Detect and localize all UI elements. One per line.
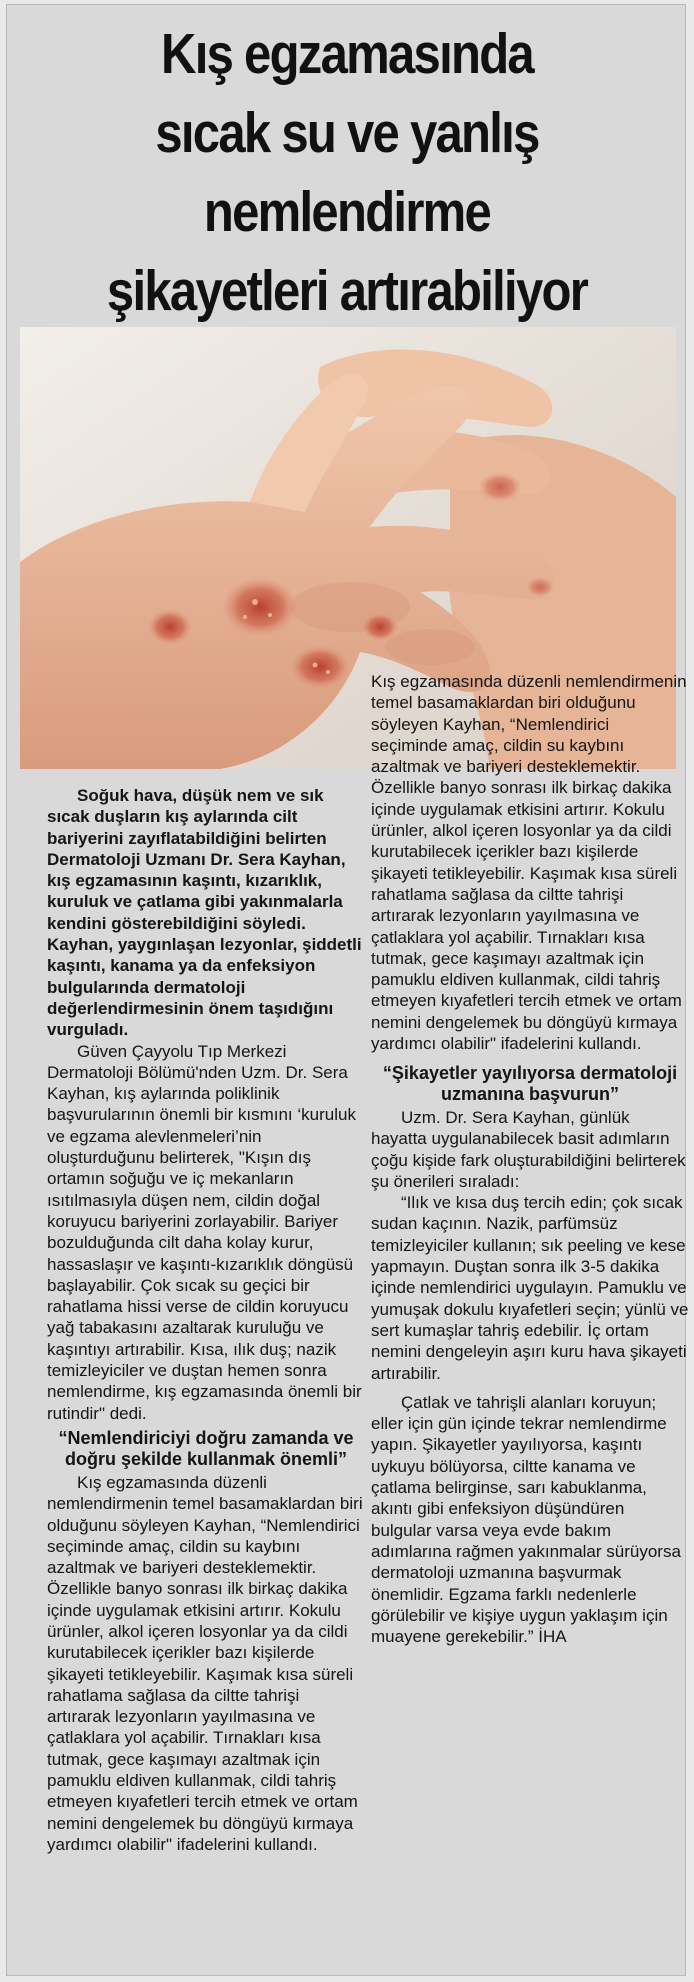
headline-line-3: nemlendirme [203,180,491,244]
body-paragraph-5: Çatlak ve tahrişli alanları koruyun; eller için gün içinde tekrar nemlendirme yapın. Şikayetler yayılıyorsa, kaşıntı uykuyu bölüyorsa, ciltte kanama ve çatlama belirginse, sarı kabuklanma, akıntı gibi enfeksiyon düşündüren bulgular varsa veya evde bakım adımlarına rağmen yakınmalar sürüyorsa dermatoloji uzmanına başvurmak önemlidir. Egzama farklı nedenlerle görülebilir ve kişiye uygun yaklaşım için muayene gerekebilir.” İHA [371,1392,681,1647]
headline-line-1: Kış egzamasında [161,22,533,86]
lead-paragraph: Soğuk hava, düşük nem ve sık sıcak duşların kış aylarında cilt bariyerini zayıflatabildiğini belirten Dermatoloji Uzmanı Dr. Sera Kayhan, kış egzamasının kaşıntı, kızarıklık, kuruluk ve çatlama gibi yakınmalarla kendini gösterebildiğini söyledi. Kayhan, yaygınlaşan lezyonlar, şiddetli kaşıntı, kanama ya da enfeksiyon bulgularında dermatoloji değerlendirmesinin önem taşıdığını vurguladı. [47,786,362,1040]
body-paragraph-4: “Ilık ve kısa duş tercih edin; çok sıcak sudan kaçının. Nazik, parfümsüz temizleyiciler kullanın; sık peeling ve kese yapmayın. Duştan sonra ilk 3-5 dakika içinde nemlendirici uygulayın. Pamuklu ve yumuşak dokulu kıyafetleri seçin; yünlü ve sert kumaşlar tahriş edebilir. İç ortam nemini dengeleyin aşırı kuru hava şikayeti artırabilir. [371,1193,689,1383]
body-paragraph-3: Uzm. Dr. Sera Kayhan, günlük hayatta uygulanabilecek basit adımların çoğu kişide fark oluşturabildiğini belirterek şu önerileri sıraladı: [371,1108,686,1191]
headline-line-4: şikayetleri artırabiliyor [106,259,588,323]
body-paragraph-2-continued [371,672,689,1059]
subhead-dermatology: “Şikayetler yayılıyorsa dermatoloji uzmanına başvurun” [382,1063,678,1104]
body-paragraph-2-overflow: Kış egzamasında düzenli nemlendirmenin temel basamaklardan biri olduğunu söyleyen Kayhan, “Nemlendirici seçiminde amaç, cildin su kaybını azaltmak ve bariyeri desteklemektir. Özellikle banyo sonrası ilk birkaç dakika içinde uygulamak etkisini artırır. Kokulu ürünler, alkol içeren losyonlar ya da cildi kurutabilecek içerikler bazı kişilerde şikayeti tetikleyebilir. Kaşımak kısa süreli rahatlama sağlasa da ciltte tahrişi artırarak lezyonların yayılmasına ve çatlaklara yol açabilir. Tırnakları kısa tutmak, gece kaşımayı azaltmak için pamuklu eldiven kullanmak, cildi tahriş etmeyen kıyafetleri tercih etmek ve ortam nemini dengelemek bu döngüyü kırmaya yardımcı olabilir" ifadelerini kullandı. [371,672,687,1054]
headline-line-2: sıcak su ve yanlış [155,101,539,165]
paragraph-gap [371,1384,689,1392]
body-paragraph-1: Güven Çayyolu Tıp Merkezi Dermatoloji Bölümü'nden Uzm. Dr. Sera Kayhan, kış aylarında poliklinik başvurularının önemli bir kısmını ‘kuruluk ve egzama alevlenmeleri’nin oluşturduğunu belirterek, "Kışın dış ortamın soğuğu ve iç mekanların ısıtılmasıyla düşen nem, cildin doğal koruyucu bariyerini zorlayabilir. Bariyer bozulduğunda cilt daha kolay kurur, hassaslaşır ve kaşıntı-kızarıklık döngüsü başlayabilir. Çok sıcak su geçici bir rahatlama hissi verse de cildin koruyucu yağ tabakasını azaltarak kuruluğu ve kaşıntıyı artırabilir. Kısa, ılık duş; nazik temizleyiciler ve duştan hemen sonra nemlendirme, kış egzamasında önemli bir rutindir" dedi. [47,1041,362,1423]
article-column-right [371,672,689,1647]
article-column-left [47,785,365,1854]
headline [67,15,628,331]
subhead-moisturizer: “Nemlendiriciyi doğru zamanda ve doğru şekilde kullanmak önemli” [58,1427,354,1469]
body-paragraph-2: Kış egzamasında düzenli nemlendirmenin temel basamaklardan biri olduğunu söyleyen Kayhan, “Nemlendirici seçiminde amaç, cildin su kaybını azaltmak ve bariyeri desteklemektir. Özellikle banyo sonrası ilk birkaç dakika içinde uygulamak etkisini artırır. Kokulu ürünler, alkol içeren losyonlar ya da cildi kurutabilecek içerikler bazı kişilerde şikayeti tetikleyebilir. Kaşımak kısa süreli rahatlama sağlasa da ciltte tahrişi artırarak lezyonların yayılmasına ve çatlaklara yol açabilir. Tırnakları kısa tutmak, gece kaşımayı azaltmak için pamuklu eldiven kullanmak, cildi tahriş etmeyen kıyafetleri tercih etmek ve ortam nemini dengelemek bu döngüyü kırmaya yardımcı olabilir" ifadelerini kullandı. [47,1472,363,1854]
newspaper-clipping [6,4,689,1976]
